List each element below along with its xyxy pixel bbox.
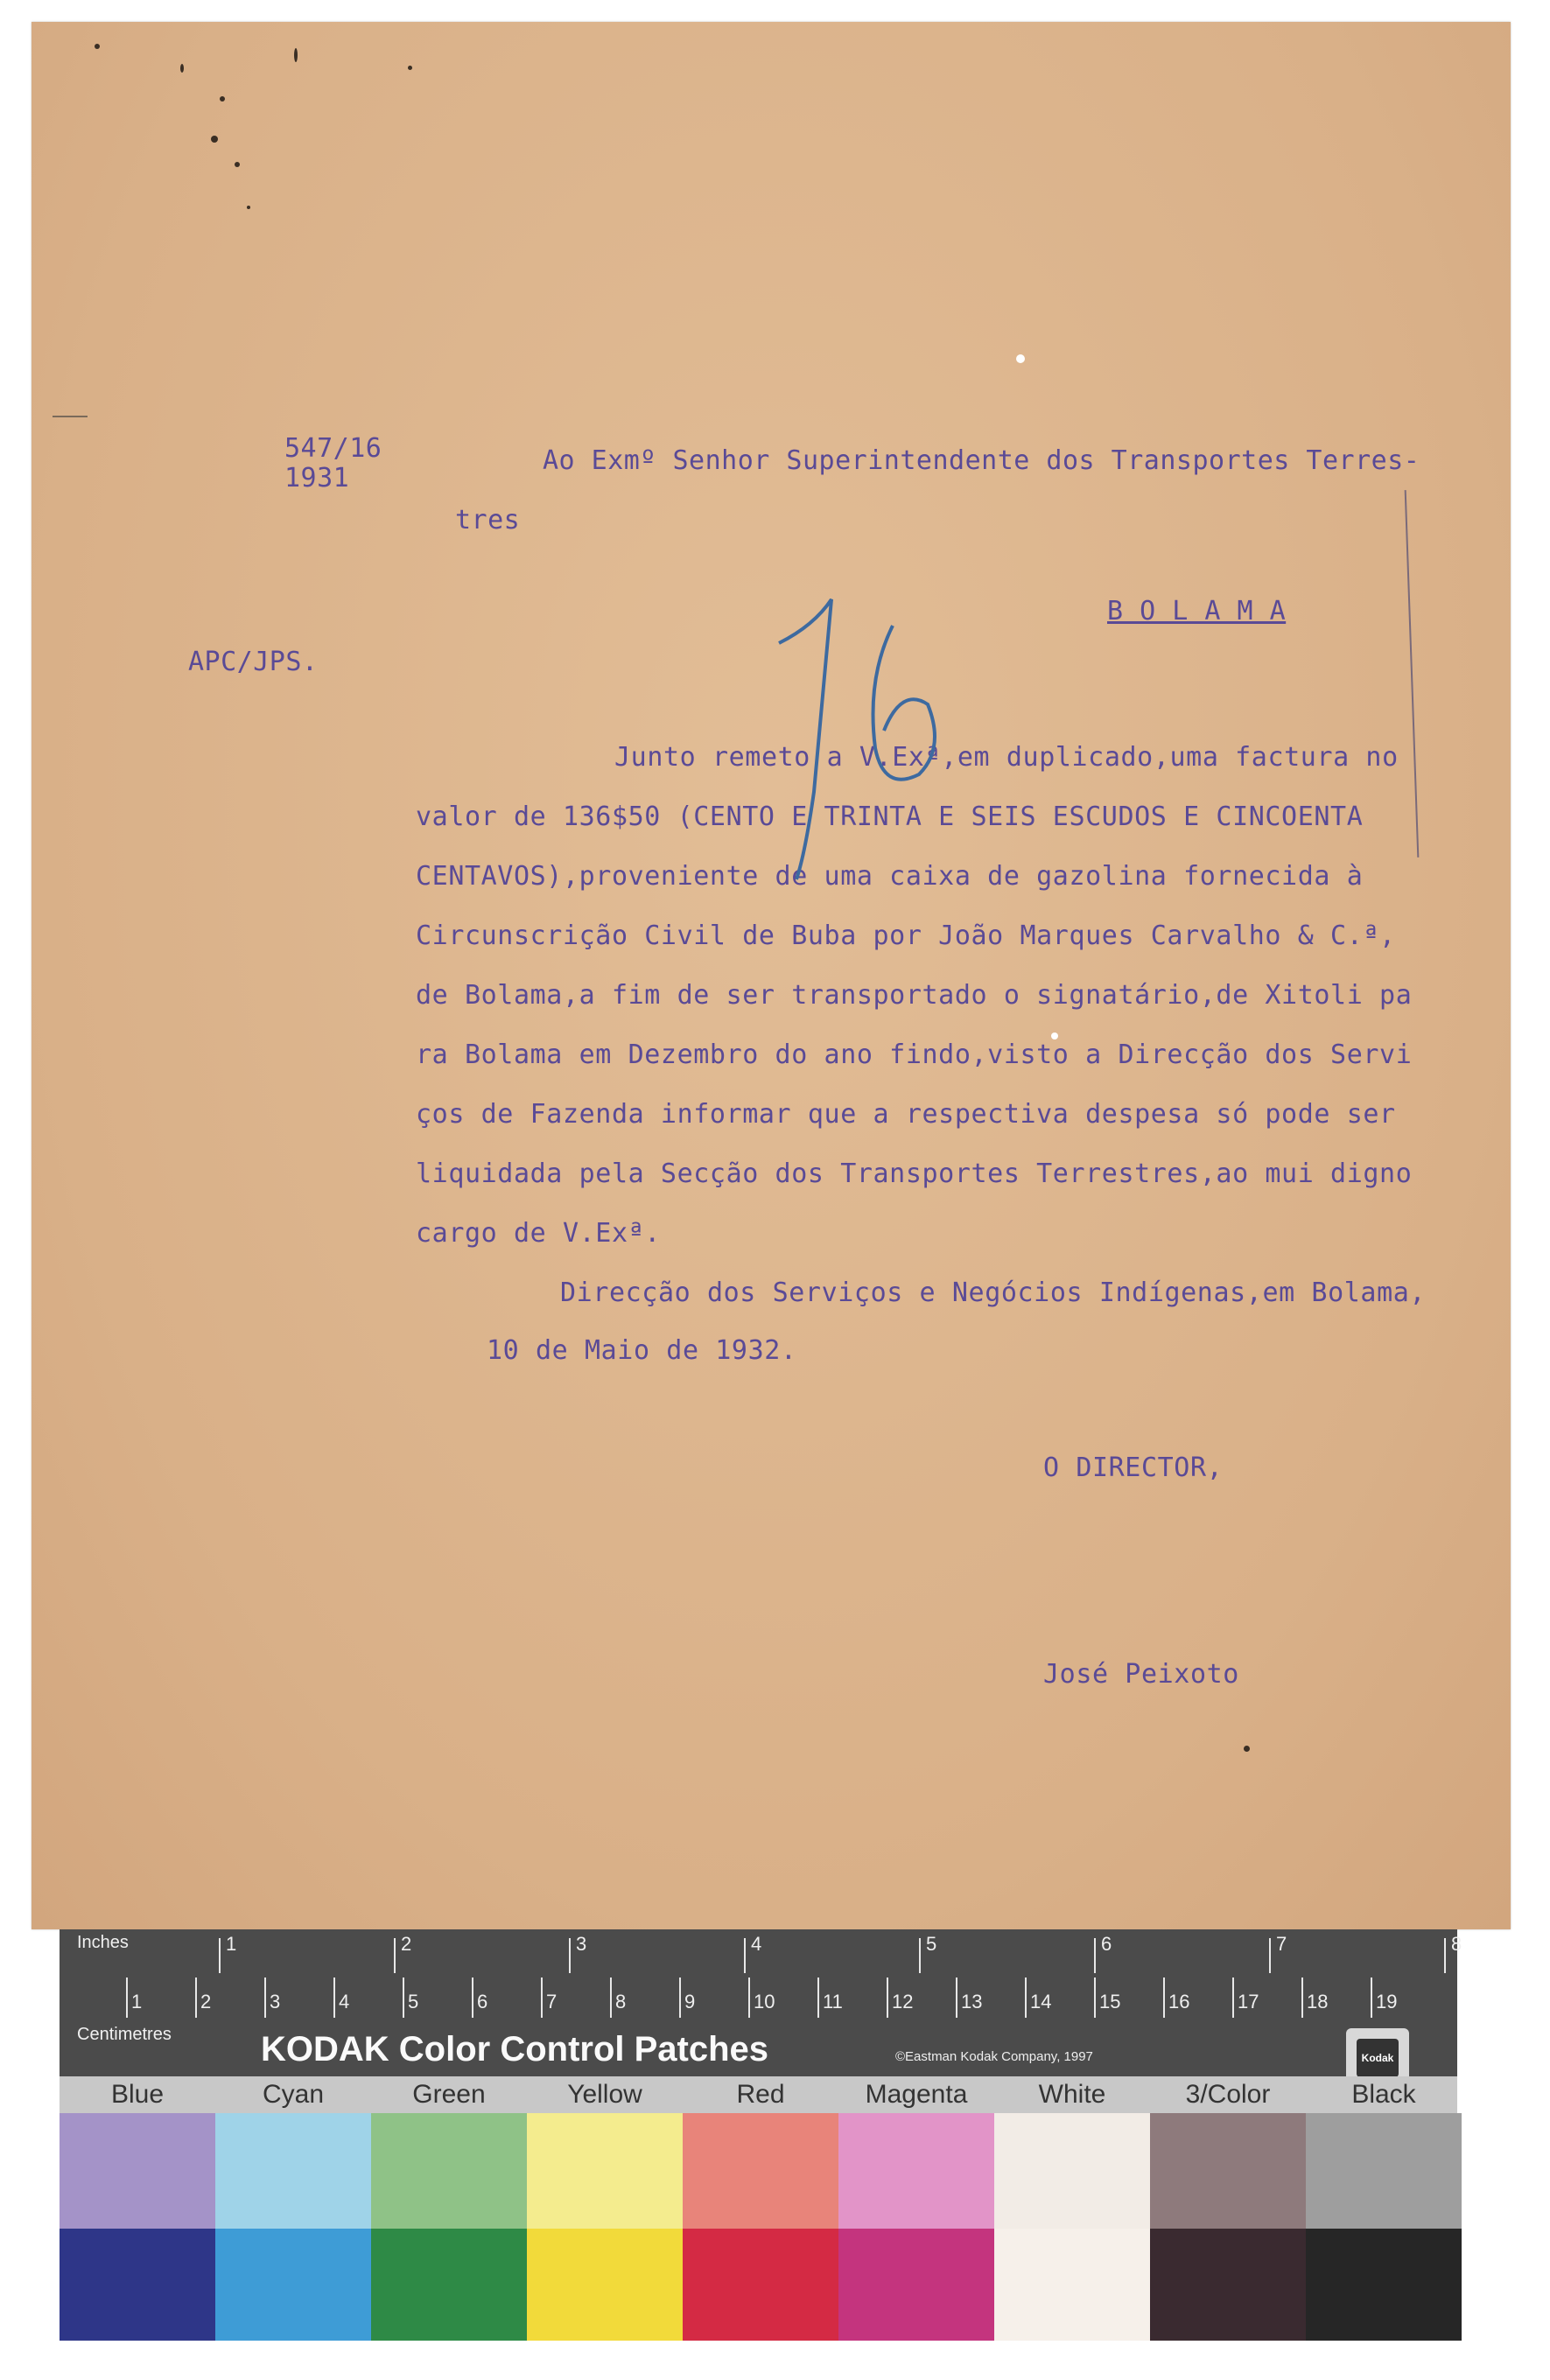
cm-tick bbox=[541, 1978, 543, 2018]
reference-number: 547/16 bbox=[284, 433, 382, 464]
inch-number: 7 bbox=[1276, 1933, 1287, 1955]
ink-speck bbox=[53, 416, 88, 417]
cm-tick bbox=[126, 1978, 128, 2018]
inch-tick bbox=[394, 1938, 396, 1973]
color-patch-top bbox=[1150, 2113, 1306, 2229]
ink-speck bbox=[220, 96, 225, 102]
inch-tick bbox=[919, 1938, 921, 1973]
ink-speck bbox=[1244, 1746, 1250, 1752]
ink-speck bbox=[235, 162, 240, 167]
cm-number: 17 bbox=[1238, 1991, 1259, 2012]
inch-tick bbox=[569, 1938, 571, 1973]
cm-tick bbox=[1371, 1978, 1372, 2018]
inch-tick bbox=[1269, 1938, 1271, 1973]
color-patch-top bbox=[838, 2113, 994, 2229]
cm-number: 18 bbox=[1307, 1991, 1329, 2012]
color-patch-top bbox=[683, 2113, 838, 2229]
closing-line-1: Direcção dos Serviços e Negócios Indígenas,em Bolama, bbox=[560, 1278, 1427, 1308]
cm-number: 15 bbox=[1099, 1991, 1121, 2012]
handwritten-mark bbox=[761, 573, 963, 888]
cm-number: 4 bbox=[339, 1991, 350, 2012]
cm-number: 9 bbox=[684, 1991, 696, 2012]
place-name: B O L A M A bbox=[1107, 596, 1287, 626]
color-patch-bottom bbox=[994, 2229, 1150, 2341]
inch-number: 3 bbox=[576, 1933, 587, 1955]
color-patch-bottom bbox=[1306, 2229, 1462, 2341]
cm-tick bbox=[956, 1978, 957, 2018]
color-patch-top bbox=[371, 2113, 527, 2229]
cm-number: 13 bbox=[961, 1991, 983, 2012]
letter-page bbox=[32, 22, 1511, 1929]
cm-tick bbox=[472, 1978, 473, 2018]
color-patch-bottom bbox=[371, 2229, 527, 2341]
patch-label: Cyan bbox=[262, 2080, 325, 2109]
initials: APC/JPS. bbox=[188, 647, 319, 677]
ink-speck bbox=[247, 206, 250, 209]
body-line: liquidada pela Secção dos Transportes Terrestres,ao mui digno bbox=[416, 1158, 1413, 1189]
inch-tick bbox=[1094, 1938, 1096, 1973]
inch-number: 1 bbox=[226, 1933, 237, 1955]
copyright: ©Eastman Kodak Company, 1997 bbox=[895, 2049, 1093, 2064]
inch-tick bbox=[219, 1938, 221, 1973]
inch-tick bbox=[744, 1938, 746, 1973]
cm-tick bbox=[1094, 1978, 1096, 2018]
color-patch-top bbox=[215, 2113, 371, 2229]
cm-number: 6 bbox=[477, 1991, 488, 2012]
patch-label: Black bbox=[1351, 2080, 1416, 2109]
addressee-line-2: tres bbox=[455, 505, 521, 536]
body-line: de Bolama,a fim de ser transportado o signatário,de Xitoli pa bbox=[416, 980, 1413, 1011]
cm-number: 16 bbox=[1168, 1991, 1190, 2012]
cm-tick bbox=[1301, 1978, 1303, 2018]
cm-tick bbox=[817, 1978, 819, 2018]
cm-tick bbox=[333, 1978, 335, 2018]
color-patch-bottom bbox=[527, 2229, 683, 2341]
ink-speck bbox=[180, 64, 184, 73]
cm-tick bbox=[403, 1978, 404, 2018]
patch-label: White bbox=[1038, 2080, 1106, 2109]
cm-number: 2 bbox=[200, 1991, 212, 2012]
inch-number: 2 bbox=[401, 1933, 412, 1955]
cm-tick bbox=[1025, 1978, 1027, 2018]
inch-number: 8 bbox=[1451, 1933, 1462, 1955]
inches-label: Inches bbox=[77, 1933, 129, 1952]
patch-label: Green bbox=[412, 2080, 486, 2109]
body-line: CENTAVOS),proveniente de uma caixa de gazolina fornecida à bbox=[416, 861, 1364, 892]
cm-number: 14 bbox=[1030, 1991, 1052, 2012]
cm-tick bbox=[1163, 1978, 1165, 2018]
cm-number: 8 bbox=[615, 1991, 627, 2012]
color-patch-bottom bbox=[683, 2229, 838, 2341]
white-spot bbox=[1051, 1032, 1058, 1040]
ink-speck bbox=[294, 48, 298, 62]
centimetres-label: Centimetres bbox=[77, 2025, 172, 2044]
cm-number: 7 bbox=[546, 1991, 558, 2012]
cm-number: 5 bbox=[408, 1991, 419, 2012]
kodak-logo-text: Kodak bbox=[1357, 2039, 1399, 2077]
inch-tick bbox=[1444, 1938, 1446, 1973]
color-target bbox=[60, 1929, 1462, 2354]
patch-label: Red bbox=[736, 2080, 785, 2109]
body-line: ços de Fazenda informar que a respectiva despesa só pode ser bbox=[416, 1099, 1396, 1130]
cm-number: 1 bbox=[131, 1991, 143, 2012]
target-title: KODAK Color Control Patches bbox=[261, 2030, 769, 2068]
cm-tick bbox=[679, 1978, 681, 2018]
cm-number: 19 bbox=[1376, 1991, 1398, 2012]
body-line: Circunscrição Civil de Buba por João Marques Carvalho & C.ª, bbox=[416, 920, 1396, 951]
body-line: valor de 136$50 (CENTO E TRINTA E SEIS ESCUDOS E CINCOENTA bbox=[416, 802, 1364, 832]
color-patch-bottom bbox=[1150, 2229, 1306, 2341]
ruler bbox=[60, 1929, 1462, 2021]
patch-labels bbox=[60, 2076, 1457, 2113]
cm-tick bbox=[610, 1978, 612, 2018]
inch-number: 5 bbox=[926, 1933, 937, 1955]
color-patch-top bbox=[1306, 2113, 1462, 2229]
cm-tick bbox=[887, 1978, 888, 2018]
body-line: Junto remeto a V.Exª,em duplicado,uma factura no bbox=[614, 742, 1399, 773]
ink-speck bbox=[211, 136, 218, 143]
color-patch-top bbox=[527, 2113, 683, 2229]
patch-label: 3/Color bbox=[1185, 2080, 1271, 2109]
reference-year: 1931 bbox=[284, 463, 350, 494]
color-patch-top bbox=[60, 2113, 215, 2229]
body-line: ra Bolama em Dezembro do ano findo,visto a Direcção dos Servi bbox=[416, 1040, 1413, 1070]
patch-label: Magenta bbox=[865, 2080, 968, 2109]
addressee-line-1: Ao Exmº Senhor Superintendente dos Transportes Terres- bbox=[543, 445, 1420, 476]
closing-line-2: 10 de Maio de 1932. bbox=[487, 1335, 797, 1366]
inch-number: 4 bbox=[751, 1933, 762, 1955]
signer-name: José Peixoto bbox=[1043, 1659, 1239, 1690]
color-patch-bottom bbox=[838, 2229, 994, 2341]
cm-tick bbox=[195, 1978, 197, 2018]
color-patch-bottom bbox=[60, 2229, 215, 2341]
inch-number: 6 bbox=[1101, 1933, 1112, 1955]
color-patch-bottom bbox=[215, 2229, 371, 2341]
cm-number: 12 bbox=[892, 1991, 914, 2012]
color-patch-top bbox=[994, 2113, 1150, 2229]
cm-number: 3 bbox=[270, 1991, 281, 2012]
cm-number: 11 bbox=[823, 1991, 843, 2012]
patch-label: Blue bbox=[110, 2080, 165, 2109]
cm-tick bbox=[264, 1978, 266, 2018]
cm-tick bbox=[748, 1978, 750, 2018]
cm-number: 10 bbox=[754, 1991, 775, 2012]
signer-title: O DIRECTOR, bbox=[1043, 1452, 1224, 1483]
patch-label: Yellow bbox=[567, 2080, 642, 2109]
white-spot bbox=[1016, 354, 1025, 363]
ink-speck bbox=[408, 66, 412, 70]
ink-speck bbox=[95, 44, 100, 49]
body-line: cargo de V.Exª. bbox=[416, 1218, 661, 1249]
cm-tick bbox=[1232, 1978, 1234, 2018]
